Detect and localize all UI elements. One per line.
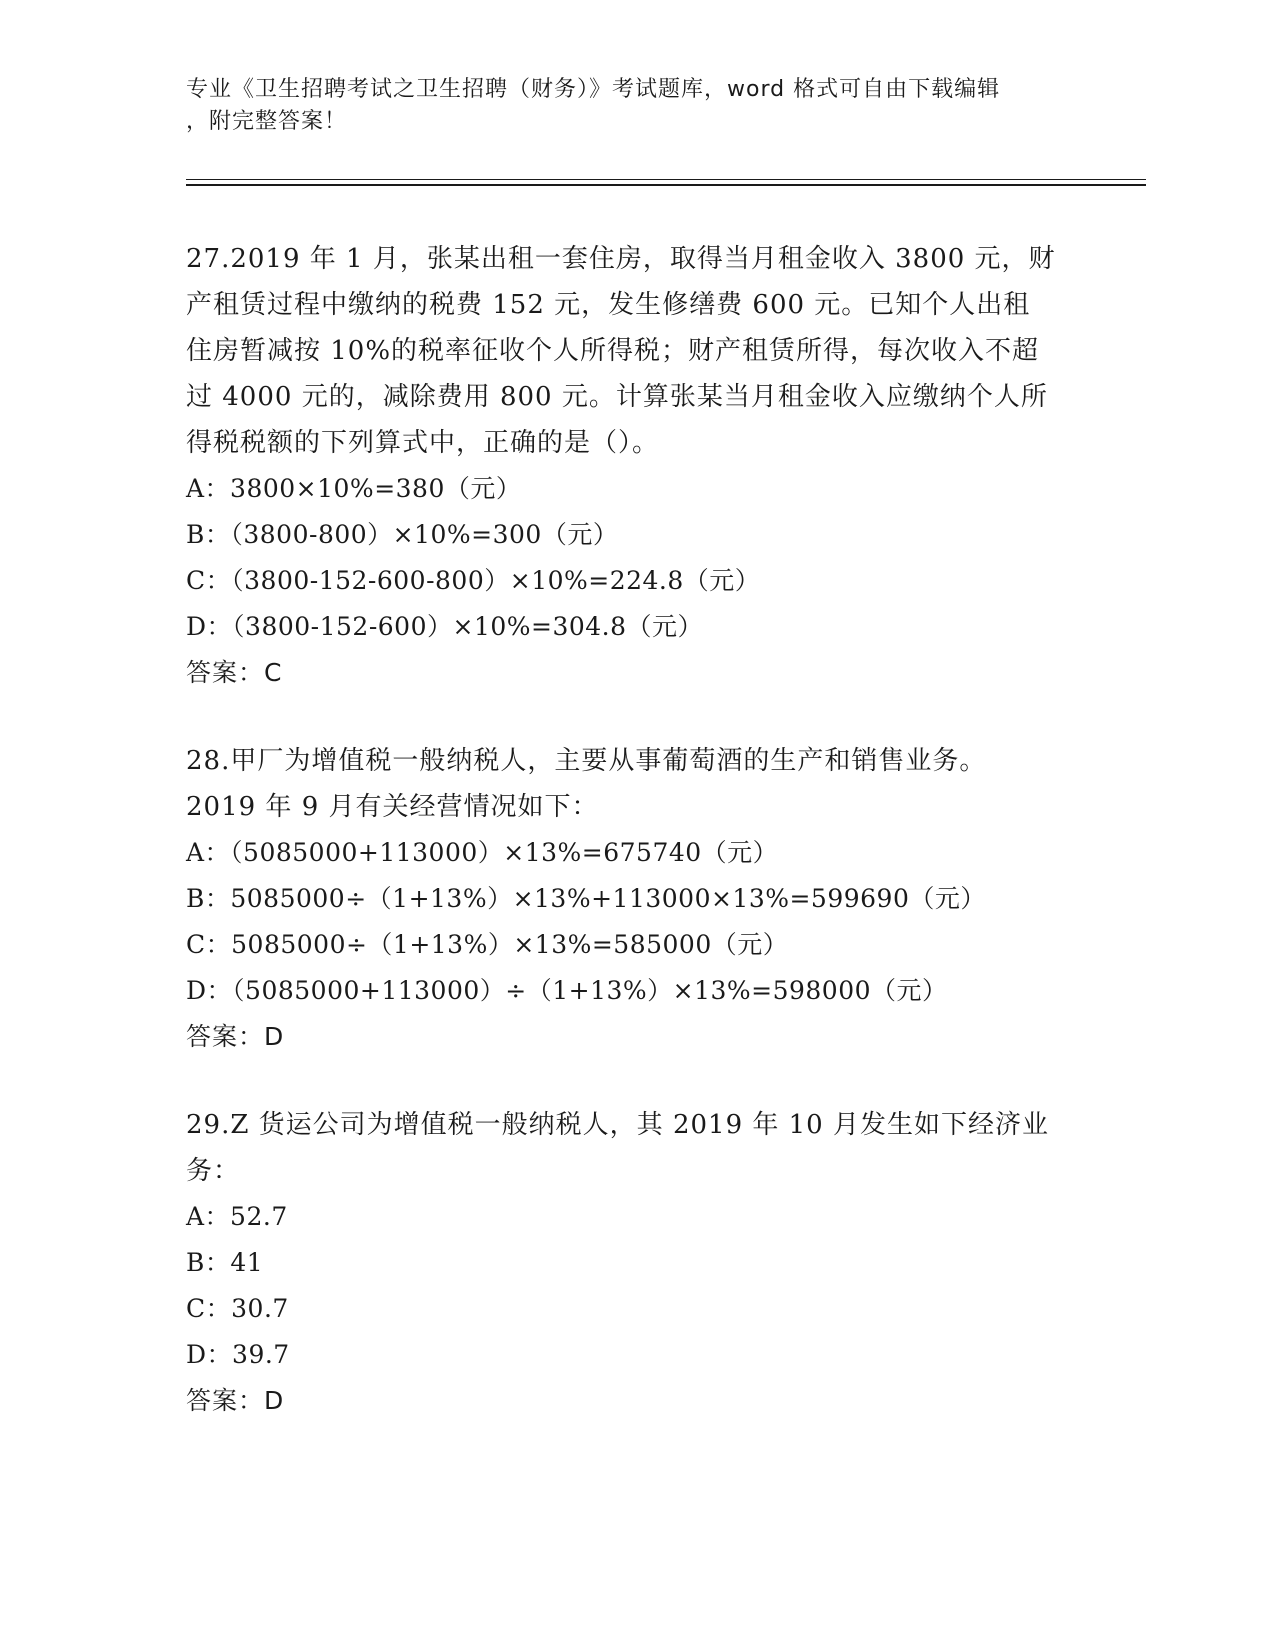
question-stem [186, 236, 1086, 466]
stem-line: 过 4000 元的，减除费用 800 元。计算张某当月租金收入应缴纳个人所 [186, 382, 1048, 412]
option-c: C：30.7 [186, 1294, 289, 1323]
answer-line: 答案：D [186, 1022, 285, 1051]
stem-line: 住房暂减按 10%的税率征收个人所得税；财产租赁所得，每次收入不超 [186, 336, 1040, 366]
option-a: A：52.7 [186, 1202, 288, 1231]
header-line: 专业《卫生招聘考试之卫生招聘（财务）》考试题库，word 格式可自由下载编辑 [186, 77, 1001, 102]
stem-line: 27.2019 年 1 月，张某出租一套住房，取得当月租金收入 3800 元，财 [186, 244, 1056, 274]
stem-line: 28.甲厂为增值税一般纳税人，主要从事葡萄酒的生产和销售业务。 [186, 746, 987, 776]
stem-line: 29.Z 货运公司为增值税一般纳税人，其 2019 年 10 月发生如下经济业 [186, 1110, 1049, 1140]
answer-line: 答案：D [186, 1386, 285, 1415]
option-c: C：（3800-152-600-800）×10%=224.8（元） [186, 566, 761, 595]
stem-line: 得税税额的下列算式中，正确的是（）。 [186, 428, 660, 458]
header-divider-top [186, 179, 1146, 180]
question-29 [186, 1102, 1086, 1424]
option-b: B：41 [186, 1248, 264, 1277]
stem-line: 务： [186, 1156, 241, 1186]
option-a: A：3800×10%=380（元） [186, 474, 522, 503]
option-d: D：（3800-152-600）×10%=304.8（元） [186, 612, 704, 641]
question-27 [186, 236, 1086, 696]
document-header [186, 74, 1086, 138]
stem-line: 2019 年 9 月有关经营情况如下： [186, 792, 599, 822]
option-a: A：（5085000+113000）×13%=675740（元） [186, 838, 779, 867]
question-28 [186, 738, 1086, 1060]
question-stem [186, 738, 1086, 830]
option-d: D：39.7 [186, 1340, 290, 1369]
header-line: ，附完整答案！ [186, 109, 348, 134]
option-b: B：（3800-800）×10%=300（元） [186, 520, 619, 549]
question-stem [186, 1102, 1086, 1194]
answer-line: 答案：C [186, 658, 283, 687]
option-c: C：5085000÷（1+13%）×13%=585000（元） [186, 930, 789, 959]
stem-line: 产租赁过程中缴纳的税费 152 元，发生修缮费 600 元。已知个人出租 [186, 290, 1031, 320]
header-divider-bottom [186, 184, 1146, 186]
option-b: B：5085000÷（1+13%）×13%+113000×13%=599690（元） [186, 884, 986, 913]
option-d: D：（5085000+113000）÷（1+13%）×13%=598000（元） [186, 976, 948, 1005]
